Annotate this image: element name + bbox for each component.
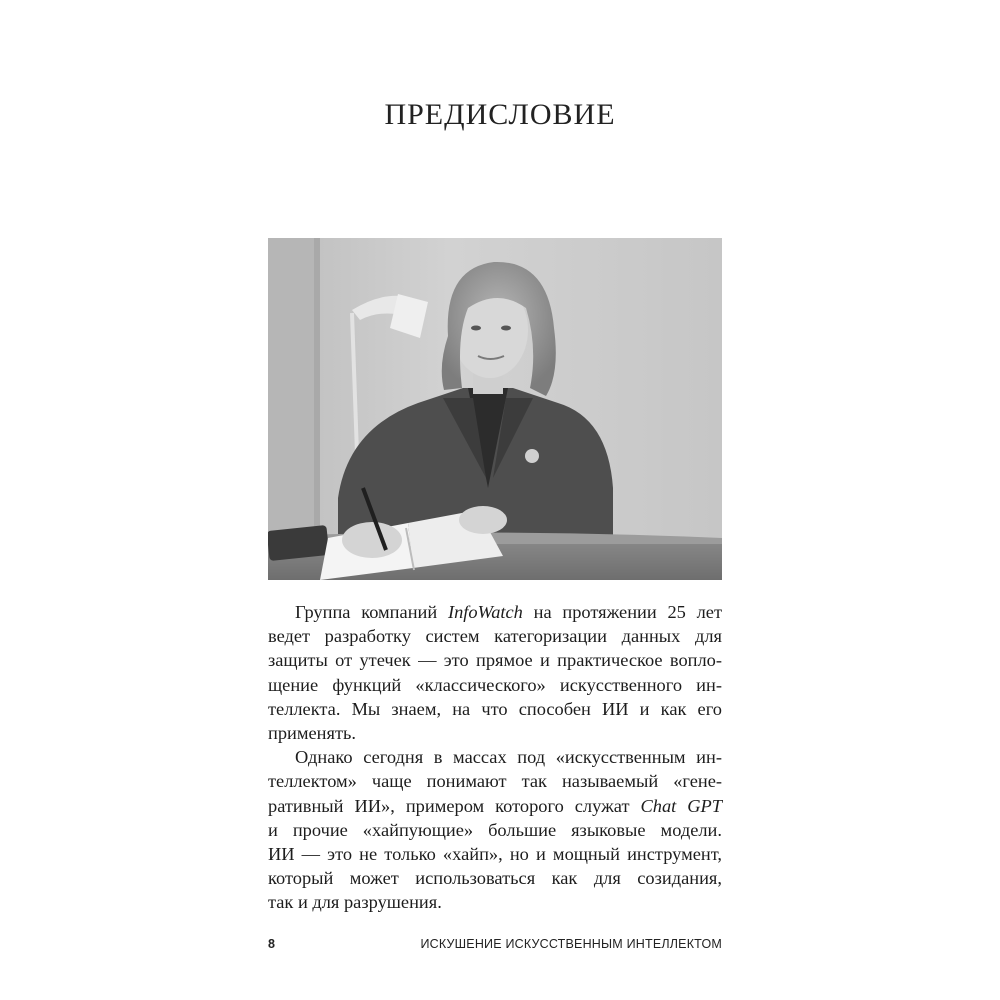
text-segment: который может использоваться как для созидания, [268, 868, 722, 889]
text-line [268, 842, 722, 866]
italic-term: Chat GPT [640, 795, 723, 816]
preface-text [268, 600, 722, 914]
running-head: ИСКУШЕНИЕ ИСКУССТВЕННЫМ ИНТЕЛЛЕКТОМ [420, 937, 722, 951]
text-segment: так и для разрушения. [268, 892, 442, 913]
text-line [268, 697, 722, 721]
author-photo [268, 238, 722, 580]
text-segment: применять. [268, 722, 357, 743]
text-line [268, 624, 722, 648]
text-line [268, 890, 722, 914]
text-segment: ративный ИИ», примером которого служат [268, 795, 641, 816]
text-line [268, 818, 722, 842]
text-segment: ведет разработку систем категоризации данных для [268, 626, 722, 647]
text-segment: щение функций «классического» искусственного ин- [268, 674, 722, 695]
text-segment: на протяжении 25 лет [522, 602, 722, 622]
text-segment: защиты от утечек — это прямое и практическое вопло- [268, 650, 722, 671]
text-line [268, 673, 722, 697]
page-number: 8 [268, 937, 275, 951]
text-line [268, 648, 722, 672]
text-line [268, 745, 722, 769]
page-title: ПРЕДИСЛОВИЕ [384, 98, 616, 131]
text-segment: Группа компаний [295, 602, 448, 622]
text-line [268, 769, 722, 793]
portrait-photo-icon [268, 238, 722, 580]
text-segment: и прочие «хайпующие» большие языковые модели. [268, 819, 722, 840]
text-segment: теллекта. Мы знаем, на что способен ИИ и как его [268, 698, 722, 719]
text-line [268, 794, 722, 818]
text-segment: Однако сегодня в массах под «искусственным ин- [295, 747, 722, 768]
text-line [268, 721, 722, 745]
text-line [268, 600, 722, 624]
text-segment: теллектом» чаще понимают так называемый «гене- [268, 771, 722, 792]
text-line [268, 866, 722, 890]
italic-term: InfoWatch [447, 602, 523, 622]
text-segment: ИИ — это не только «хайп», но и мощный инструмент, [268, 843, 722, 864]
